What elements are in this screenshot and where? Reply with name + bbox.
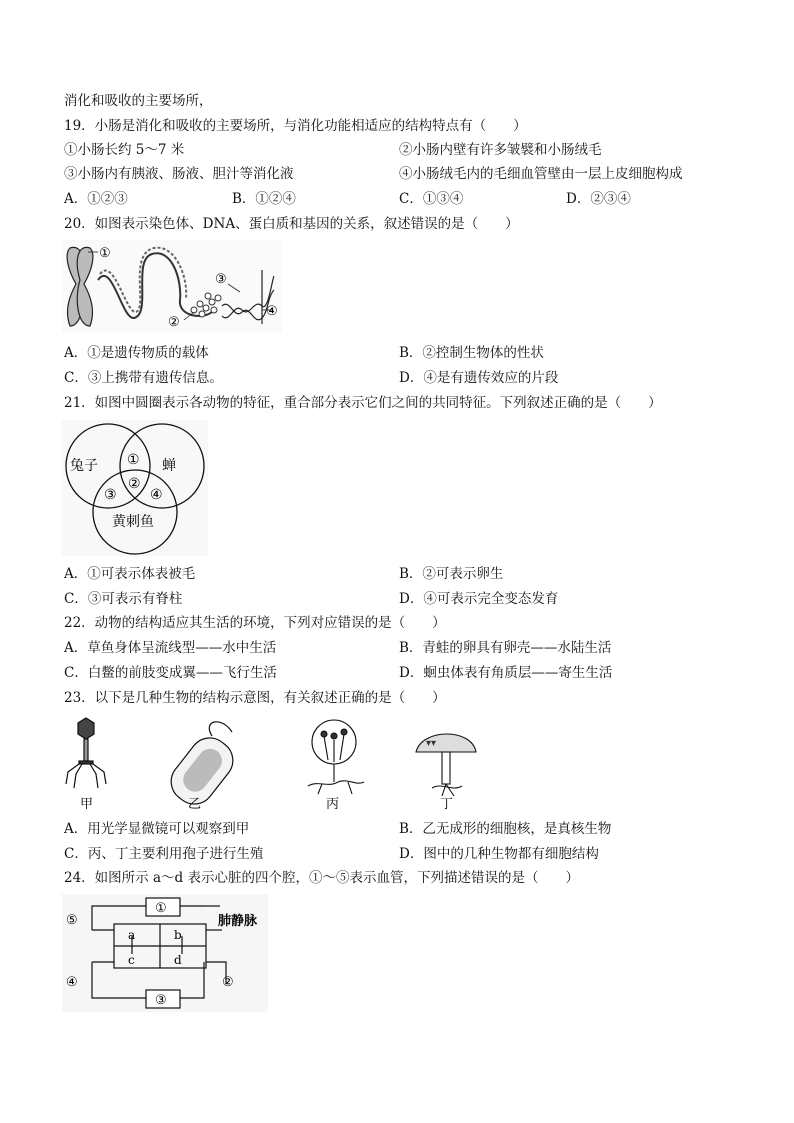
q19-option-c[interactable]: C．①③④ bbox=[399, 191, 464, 207]
q21-option-b[interactable]: B．②可表示卵生 bbox=[399, 566, 504, 582]
caption-bing: 丙 bbox=[326, 797, 340, 812]
q21-option-c[interactable]: C．③可表示有脊柱 bbox=[64, 591, 183, 607]
q19-statement-4: ④小肠绒毛内的毛细血管壁由一层上皮细胞构成 bbox=[399, 166, 683, 182]
q23-stem: 23．以下是几种生物的结构示意图，有关叙述正确的是（ ） bbox=[64, 690, 446, 706]
vessel-5: ⑤ bbox=[66, 913, 78, 928]
q19-option-a[interactable]: A．①②③ bbox=[64, 191, 128, 207]
q22-stem: 22．动物的结构适应其生活的环境，下列对应错误的是（ ） bbox=[64, 615, 446, 631]
q19-stem: 19．小肠是消化和吸收的主要场所，与消化功能相适应的结构特点有（ ） bbox=[64, 118, 527, 134]
q20-option-a[interactable]: A．①是遗传物质的载体 bbox=[64, 345, 209, 361]
heart-circulation-diagram bbox=[62, 894, 268, 1012]
chamber-b: b bbox=[174, 928, 182, 942]
venn-diagram bbox=[62, 420, 208, 556]
chromosome-dna-figure bbox=[62, 240, 282, 332]
q19-option-b[interactable]: B．①②④ bbox=[232, 191, 296, 207]
svg-text:▾▾: ▾▾ bbox=[426, 738, 437, 749]
q21-stem: 21．如图中圆圈表示各动物的特征，重合部分表示它们之间的共同特征。下列叙述正确的是（ ） bbox=[64, 395, 662, 411]
caption-ding: 丁 bbox=[440, 797, 454, 812]
caption-jia: 甲 bbox=[80, 797, 94, 812]
circle-label-fish: 黄刺鱼 bbox=[112, 514, 154, 530]
q20-option-d[interactable]: D．④是有遗传效应的片段 bbox=[399, 370, 559, 386]
label-4: ④ bbox=[266, 304, 278, 319]
q19-statement-2: ②小肠内壁有许多皱襞和小肠绒毛 bbox=[399, 142, 602, 158]
q22-option-b[interactable]: B．青蛙的卵具有卵壳——水陆生活 bbox=[399, 640, 612, 656]
organisms-figure bbox=[62, 712, 502, 814]
chamber-c: c bbox=[128, 953, 135, 967]
region-4: ④ bbox=[150, 487, 163, 503]
label-2: ② bbox=[168, 315, 180, 330]
q23-option-c[interactable]: C．丙、丁主要利用孢子进行生殖 bbox=[64, 846, 264, 862]
q23-option-d[interactable]: D．图中的几种生物都有细胞结构 bbox=[399, 846, 599, 862]
q23-option-a[interactable]: A．用光学显微镜可以观察到甲 bbox=[64, 821, 250, 837]
intro-text: 消化和吸收的主要场所， bbox=[64, 93, 213, 109]
q19-statement-1: ①小肠长约 5～7 米 bbox=[64, 142, 185, 158]
caption-yi: 乙 bbox=[188, 797, 202, 812]
q20-option-c[interactable]: C．③上携带有遗传信息。 bbox=[64, 370, 223, 386]
region-2: ② bbox=[128, 476, 141, 492]
q20-stem: 20．如图表示染色体、DNA、蛋白质和基因的关系，叙述错误的是（ ） bbox=[64, 216, 519, 232]
circle-label-cicada: 蝉 bbox=[162, 458, 176, 474]
vessel-1: ① bbox=[155, 901, 167, 916]
q21-option-d[interactable]: D．④可表示完全变态发育 bbox=[399, 591, 559, 607]
vessel-3: ③ bbox=[155, 993, 167, 1008]
q19-option-d[interactable]: D．②③④ bbox=[566, 191, 631, 207]
label-3: ③ bbox=[215, 272, 227, 287]
q22-option-a[interactable]: A．草鱼身体呈流线型——水中生活 bbox=[64, 640, 277, 656]
vessel-4: ④ bbox=[66, 975, 78, 990]
q23-option-b[interactable]: B．乙无成形的细胞核，是真核生物 bbox=[399, 821, 612, 837]
chamber-a: a bbox=[128, 928, 136, 942]
q19-statement-3: ③小肠内有胰液、肠液、胆汁等消化液 bbox=[64, 166, 294, 182]
label-1: ① bbox=[99, 246, 111, 261]
circle-label-rabbit: 兔子 bbox=[70, 458, 98, 474]
q20-option-b[interactable]: B．②控制生物体的性状 bbox=[399, 345, 544, 361]
pulmonary-vein-label: 肺静脉 bbox=[218, 914, 258, 929]
q22-option-c[interactable]: C．白鳖的前肢变成翼——飞行生活 bbox=[64, 665, 277, 681]
q21-option-a[interactable]: A．①可表示体表被毛 bbox=[64, 566, 196, 582]
region-1: ① bbox=[127, 452, 140, 468]
q22-option-d[interactable]: D．蛔虫体表有角质层——寄生生活 bbox=[399, 665, 613, 681]
chamber-d: d bbox=[174, 953, 182, 967]
region-3: ③ bbox=[104, 487, 117, 503]
q24-stem: 24．如图所示 a～d 表示心脏的四个腔，①～⑤表示血管，下列描述错误的是（ ） bbox=[64, 870, 579, 886]
vessel-2: ② bbox=[222, 975, 234, 990]
